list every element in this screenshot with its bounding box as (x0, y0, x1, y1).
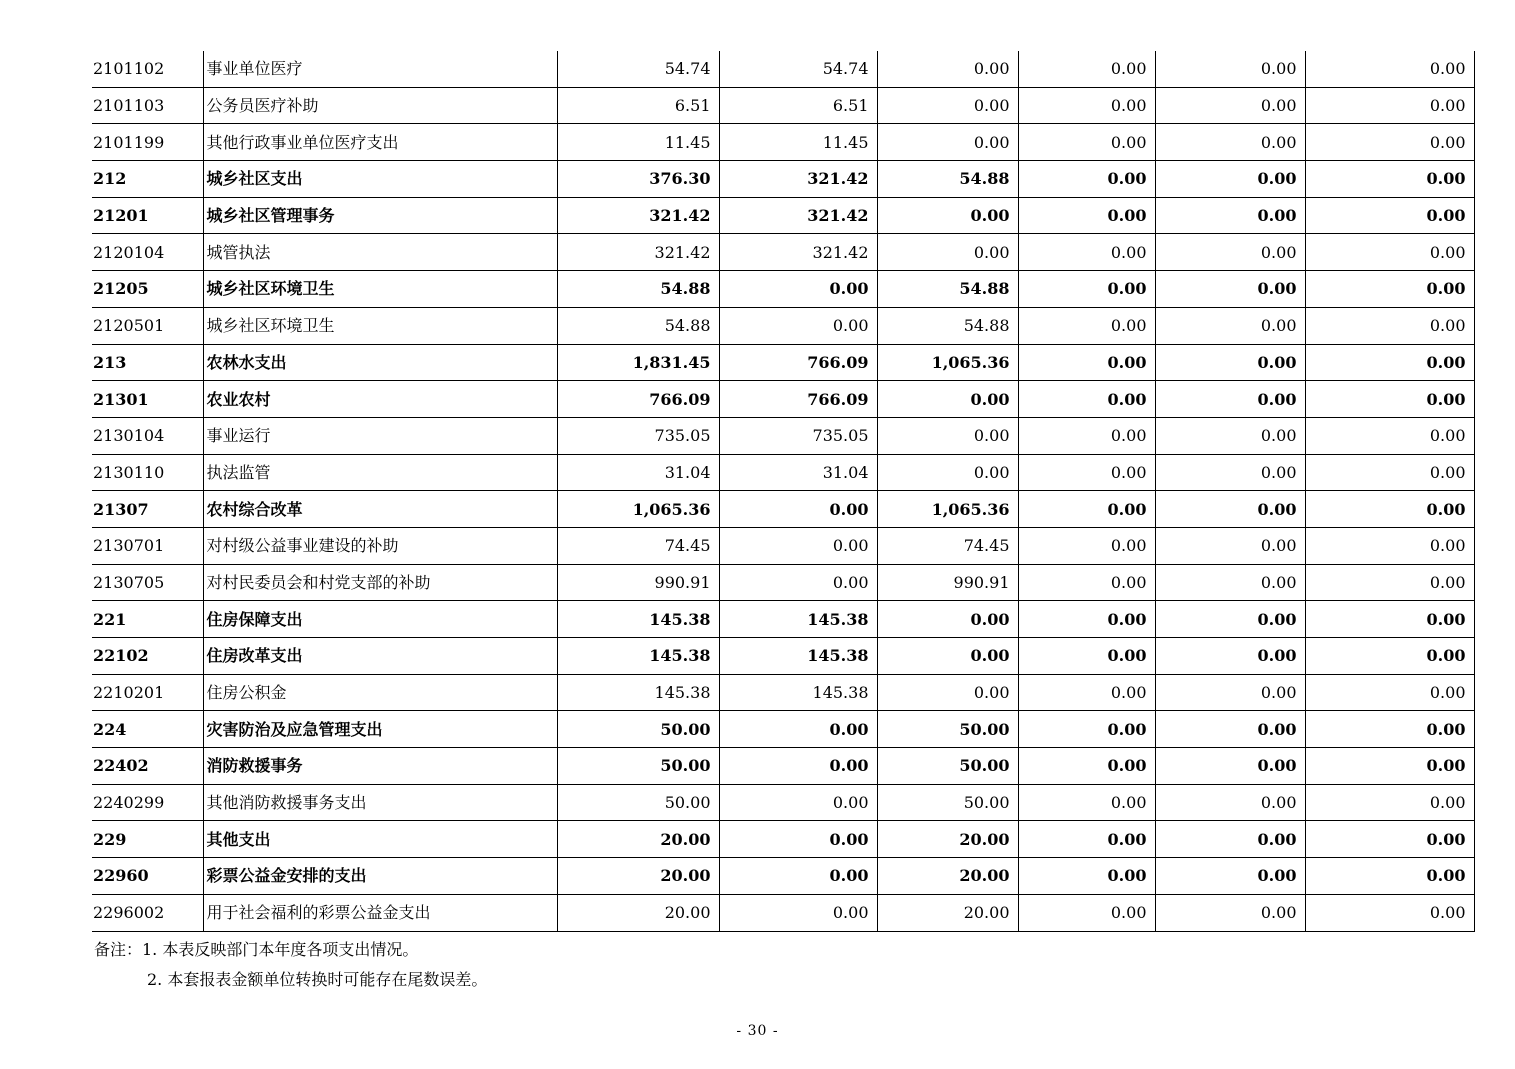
amount-cell: 31.04 (719, 454, 877, 491)
amount-cell: 145.38 (719, 601, 877, 638)
amount-cell: 0.00 (719, 711, 877, 748)
account-code-cell: 2130104 (92, 417, 203, 454)
amount-cell: 0.00 (1018, 674, 1155, 711)
amount-cell: 321.42 (719, 161, 877, 198)
amount-cell: 0.00 (1155, 491, 1305, 528)
amount-cell: 31.04 (557, 454, 719, 491)
amount-cell: 766.09 (719, 381, 877, 418)
amount-cell: 0.00 (1305, 601, 1474, 638)
amount-cell: 11.45 (719, 124, 877, 161)
amount-cell: 74.45 (877, 527, 1018, 564)
amount-cell: 0.00 (1305, 454, 1474, 491)
amount-cell: 766.09 (719, 344, 877, 381)
amount-cell: 0.00 (877, 51, 1018, 87)
amount-cell: 0.00 (1305, 234, 1474, 271)
amount-cell: 1,831.45 (557, 344, 719, 381)
account-name-cell: 住房公积金 (203, 674, 557, 711)
account-name-cell: 事业单位医疗 (203, 51, 557, 87)
amount-cell: 0.00 (719, 527, 877, 564)
account-code-cell: 229 (92, 821, 203, 858)
table-row (92, 344, 1474, 381)
amount-cell: 0.00 (877, 197, 1018, 234)
account-code-cell: 22402 (92, 748, 203, 785)
table-row (92, 748, 1474, 785)
amount-cell: 54.88 (557, 307, 719, 344)
amount-cell: 0.00 (1305, 161, 1474, 198)
amount-cell: 0.00 (1155, 894, 1305, 931)
table-row (92, 491, 1474, 528)
account-code-cell: 2101102 (92, 51, 203, 87)
amount-cell: 0.00 (1155, 344, 1305, 381)
amount-cell: 0.00 (1155, 381, 1305, 418)
table-row (92, 51, 1474, 87)
amount-cell: 0.00 (1305, 87, 1474, 124)
account-name-cell: 城乡社区支出 (203, 161, 557, 198)
amount-cell: 20.00 (877, 858, 1018, 895)
amount-cell: 0.00 (1018, 784, 1155, 821)
amount-cell: 145.38 (719, 674, 877, 711)
amount-cell: 0.00 (1018, 491, 1155, 528)
note-line-2: 2. 本套报表金额单位转换时可能存在尾数误差。 (147, 970, 488, 989)
amount-cell: 735.05 (719, 417, 877, 454)
amount-cell: 0.00 (1305, 307, 1474, 344)
account-code-cell: 2101103 (92, 87, 203, 124)
amount-cell: 0.00 (877, 87, 1018, 124)
amount-cell: 0.00 (719, 748, 877, 785)
amount-cell: 50.00 (557, 748, 719, 785)
account-code-cell: 224 (92, 711, 203, 748)
amount-cell: 0.00 (1305, 271, 1474, 308)
table-row (92, 674, 1474, 711)
table-row (92, 564, 1474, 601)
amount-cell: 0.00 (1155, 87, 1305, 124)
account-code-cell: 221 (92, 601, 203, 638)
amount-cell: 0.00 (877, 674, 1018, 711)
amount-cell: 0.00 (1018, 748, 1155, 785)
amount-cell: 54.88 (877, 271, 1018, 308)
account-name-cell: 住房改革支出 (203, 638, 557, 675)
account-name-cell: 消防救援事务 (203, 748, 557, 785)
amount-cell: 20.00 (557, 858, 719, 895)
amount-cell: 0.00 (1305, 564, 1474, 601)
account-code-cell: 21307 (92, 491, 203, 528)
amount-cell: 54.74 (719, 51, 877, 87)
amount-cell: 0.00 (719, 564, 877, 601)
account-name-cell: 城乡社区环境卫生 (203, 271, 557, 308)
amount-cell: 20.00 (557, 894, 719, 931)
account-name-cell: 其他消防救援事务支出 (203, 784, 557, 821)
page-number: - 30 - (736, 1023, 779, 1039)
amount-cell: 0.00 (1018, 344, 1155, 381)
amount-cell: 0.00 (1018, 894, 1155, 931)
account-name-cell: 对村级公益事业建设的补助 (203, 527, 557, 564)
amount-cell: 0.00 (877, 124, 1018, 161)
table-row (92, 784, 1474, 821)
amount-cell: 0.00 (1305, 858, 1474, 895)
amount-cell: 0.00 (1018, 564, 1155, 601)
account-code-cell: 21205 (92, 271, 203, 308)
amount-cell: 0.00 (1155, 417, 1305, 454)
amount-cell: 0.00 (719, 307, 877, 344)
amount-cell: 20.00 (557, 821, 719, 858)
amount-cell: 0.00 (1155, 784, 1305, 821)
amount-cell: 0.00 (1018, 821, 1155, 858)
amount-cell: 20.00 (877, 821, 1018, 858)
account-code-cell: 213 (92, 344, 203, 381)
amount-cell: 50.00 (557, 784, 719, 821)
amount-cell: 0.00 (1305, 124, 1474, 161)
amount-cell: 0.00 (719, 858, 877, 895)
amount-cell: 0.00 (1305, 381, 1474, 418)
account-name-cell: 住房保障支出 (203, 601, 557, 638)
table-row (92, 124, 1474, 161)
amount-cell: 0.00 (1155, 527, 1305, 564)
amount-cell: 0.00 (1018, 638, 1155, 675)
account-code-cell: 2296002 (92, 894, 203, 931)
amount-cell: 0.00 (1155, 858, 1305, 895)
amount-cell: 0.00 (1305, 784, 1474, 821)
amount-cell: 0.00 (1305, 527, 1474, 564)
table-row (92, 711, 1474, 748)
amount-cell: 1,065.36 (877, 344, 1018, 381)
amount-cell: 0.00 (1018, 381, 1155, 418)
amount-cell: 0.00 (1155, 564, 1305, 601)
account-name-cell: 对村民委员会和村党支部的补助 (203, 564, 557, 601)
amount-cell: 0.00 (1018, 417, 1155, 454)
amount-cell: 0.00 (877, 638, 1018, 675)
account-name-cell: 城管执法 (203, 234, 557, 271)
amount-cell: 0.00 (1018, 161, 1155, 198)
amount-cell: 11.45 (557, 124, 719, 161)
amount-cell: 0.00 (1305, 674, 1474, 711)
expenditure-table (92, 51, 1475, 932)
table-row (92, 234, 1474, 271)
table-row (92, 601, 1474, 638)
amount-cell: 0.00 (1305, 748, 1474, 785)
amount-cell: 50.00 (877, 748, 1018, 785)
amount-cell: 50.00 (877, 784, 1018, 821)
table-row (92, 821, 1474, 858)
amount-cell: 0.00 (1155, 711, 1305, 748)
account-code-cell: 2240299 (92, 784, 203, 821)
account-name-cell: 农业农村 (203, 381, 557, 418)
amount-cell: 990.91 (877, 564, 1018, 601)
account-name-cell: 城乡社区管理事务 (203, 197, 557, 234)
account-code-cell: 22960 (92, 858, 203, 895)
amount-cell: 0.00 (1018, 271, 1155, 308)
amount-cell: 990.91 (557, 564, 719, 601)
account-code-cell: 2101199 (92, 124, 203, 161)
amount-cell: 0.00 (1305, 417, 1474, 454)
amount-cell: 321.42 (719, 197, 877, 234)
account-name-cell: 彩票公益金安排的支出 (203, 858, 557, 895)
amount-cell: 0.00 (1305, 197, 1474, 234)
amount-cell: 0.00 (877, 234, 1018, 271)
amount-cell: 0.00 (1155, 638, 1305, 675)
amount-cell: 0.00 (1155, 234, 1305, 271)
amount-cell: 0.00 (719, 784, 877, 821)
account-code-cell: 2130110 (92, 454, 203, 491)
account-code-cell: 2120104 (92, 234, 203, 271)
table-row (92, 858, 1474, 895)
account-name-cell: 农村综合改革 (203, 491, 557, 528)
amount-cell: 0.00 (1155, 161, 1305, 198)
amount-cell: 0.00 (1305, 51, 1474, 87)
amount-cell: 54.88 (877, 161, 1018, 198)
amount-cell: 0.00 (1155, 674, 1305, 711)
account-name-cell: 农林水支出 (203, 344, 557, 381)
amount-cell: 0.00 (877, 601, 1018, 638)
amount-cell: 0.00 (1018, 51, 1155, 87)
amount-cell: 0.00 (1155, 51, 1305, 87)
amount-cell: 0.00 (877, 454, 1018, 491)
account-code-cell: 2130705 (92, 564, 203, 601)
amount-cell: 0.00 (1305, 638, 1474, 675)
account-code-cell: 212 (92, 161, 203, 198)
account-code-cell: 2120501 (92, 307, 203, 344)
amount-cell: 0.00 (1155, 307, 1305, 344)
amount-cell: 1,065.36 (557, 491, 719, 528)
amount-cell: 0.00 (719, 491, 877, 528)
amount-cell: 145.38 (719, 638, 877, 675)
amount-cell: 0.00 (1018, 454, 1155, 491)
amount-cell: 0.00 (1018, 601, 1155, 638)
amount-cell: 0.00 (719, 894, 877, 931)
amount-cell: 0.00 (1305, 711, 1474, 748)
amount-cell: 0.00 (1155, 197, 1305, 234)
amount-cell: 6.51 (719, 87, 877, 124)
amount-cell: 0.00 (719, 821, 877, 858)
amount-cell: 321.42 (557, 197, 719, 234)
amount-cell: 1,065.36 (877, 491, 1018, 528)
account-name-cell: 执法监管 (203, 454, 557, 491)
amount-cell: 321.42 (719, 234, 877, 271)
account-name-cell: 灾害防治及应急管理支出 (203, 711, 557, 748)
table-row (92, 894, 1474, 931)
amount-cell: 0.00 (1018, 307, 1155, 344)
amount-cell: 50.00 (877, 711, 1018, 748)
amount-cell: 0.00 (1155, 601, 1305, 638)
amount-cell: 54.74 (557, 51, 719, 87)
table-row (92, 197, 1474, 234)
table-row (92, 271, 1474, 308)
amount-cell: 0.00 (1018, 527, 1155, 564)
amount-cell: 0.00 (1155, 821, 1305, 858)
account-name-cell: 公务员医疗补助 (203, 87, 557, 124)
table-row (92, 417, 1474, 454)
account-code-cell: 21201 (92, 197, 203, 234)
amount-cell: 0.00 (719, 271, 877, 308)
account-code-cell: 21301 (92, 381, 203, 418)
account-name-cell: 事业运行 (203, 417, 557, 454)
note-line-1: 备注：1. 本表反映部门本年度各项支出情况。 (94, 940, 419, 959)
amount-cell: 6.51 (557, 87, 719, 124)
amount-cell: 0.00 (1155, 454, 1305, 491)
table-row (92, 638, 1474, 675)
account-name-cell: 用于社会福利的彩票公益金支出 (203, 894, 557, 931)
account-code-cell: 2210201 (92, 674, 203, 711)
amount-cell: 0.00 (1018, 87, 1155, 124)
account-name-cell: 城乡社区环境卫生 (203, 307, 557, 344)
account-code-cell: 2130701 (92, 527, 203, 564)
amount-cell: 0.00 (1018, 197, 1155, 234)
amount-cell: 145.38 (557, 601, 719, 638)
amount-cell: 376.30 (557, 161, 719, 198)
amount-cell: 50.00 (557, 711, 719, 748)
amount-cell: 0.00 (1018, 711, 1155, 748)
amount-cell: 54.88 (877, 307, 1018, 344)
amount-cell: 145.38 (557, 674, 719, 711)
table-body (92, 51, 1474, 931)
amount-cell: 0.00 (1018, 234, 1155, 271)
amount-cell: 0.00 (1305, 821, 1474, 858)
amount-cell: 766.09 (557, 381, 719, 418)
amount-cell: 0.00 (877, 381, 1018, 418)
amount-cell: 0.00 (1305, 344, 1474, 381)
table-row (92, 381, 1474, 418)
amount-cell: 0.00 (1305, 491, 1474, 528)
amount-cell: 321.42 (557, 234, 719, 271)
amount-cell: 54.88 (557, 271, 719, 308)
amount-cell: 0.00 (877, 417, 1018, 454)
table-row (92, 527, 1474, 564)
amount-cell: 735.05 (557, 417, 719, 454)
account-code-cell: 22102 (92, 638, 203, 675)
amount-cell: 20.00 (877, 894, 1018, 931)
amount-cell: 0.00 (1305, 894, 1474, 931)
table-row (92, 161, 1474, 198)
amount-cell: 0.00 (1155, 124, 1305, 161)
table-row (92, 307, 1474, 344)
table-row (92, 454, 1474, 491)
amount-cell: 0.00 (1018, 124, 1155, 161)
amount-cell: 145.38 (557, 638, 719, 675)
amount-cell: 0.00 (1018, 858, 1155, 895)
amount-cell: 0.00 (1155, 748, 1305, 785)
amount-cell: 74.45 (557, 527, 719, 564)
amount-cell: 0.00 (1155, 271, 1305, 308)
account-name-cell: 其他行政事业单位医疗支出 (203, 124, 557, 161)
account-name-cell: 其他支出 (203, 821, 557, 858)
table-row (92, 87, 1474, 124)
